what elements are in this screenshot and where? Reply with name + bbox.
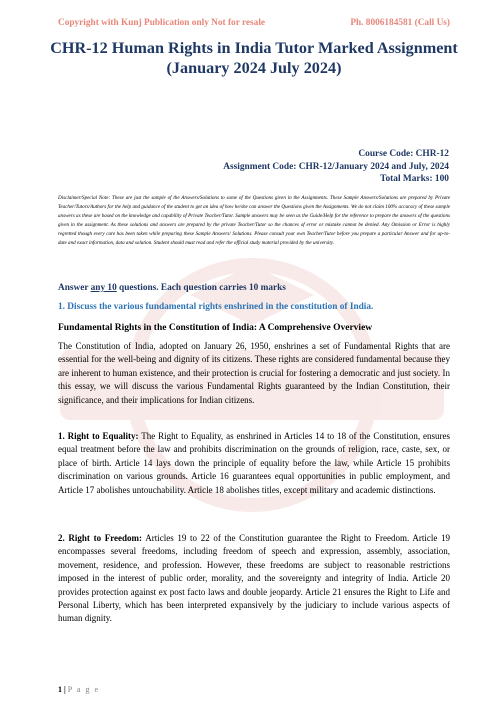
- page-footer: [58, 685, 100, 694]
- right-to-freedom-text: Articles 19 to 22 of the Constitution guarantee the Right to Freedom. Article 19 encompasses several freedoms, including freedom of speech and expression, assembly, association, movement, residence, and profession. However, these freedoms are subject to reasonable restrictions imposed in the interest of public order, morality, and the sovereignty and integrity of India. Article 20 provides protection against ex post facto laws and double jeopardy. Article 21 ensures the Right to Life and Personal Liberty, which has been interpreted expansively by the judiciary to include various aspects of human dignity.: [58, 533, 451, 624]
- total-marks: Total Marks: 100: [380, 174, 449, 184]
- right-to-freedom-paragraph: [58, 532, 450, 626]
- instruction-suffix: questions. Each question carries 10 marks: [116, 283, 286, 293]
- right-to-equality-text: The Right to Equality, as enshrined in Articles 14 to 18 of the Constitution, ensures equal treatment before the law and prohibits discrimination on the grounds of religion, race, caste, sex, or place of birth. Article 14 lays down the principle of equality before the law, while Article 15 prohibits discrimination on various grounds. Article 16 guarantees equal opportunities in public employment, and Article 17 abolishes untouchability. Article 18 abolishes titles, except military and academic distinctions.: [58, 431, 450, 495]
- contact-phone: Ph. 8006184581 (Call Us): [350, 18, 450, 28]
- instruction-prefix: Answer: [58, 283, 91, 293]
- footer-separator: |: [64, 685, 66, 694]
- disclaimer-note: Disclaimer/Special Note: These are just the sample of the Answers/Solutions to some of the Questions given in the Assignments. These Sample Answers/Solutions are prepared by Private Teacher/Tutors/Authors for the help and guidance of the student to get an idea of how he/she can answer the Questions given the Assignments. We do not claim 100% accuracy of these sample answers as these are based on the knowledge and capability of Private Teacher/Tutor. Sample answers may be seen as the Guide/Help for the reference to prepare the answers of the questions given in the assignment. As these solutions and answers are prepared by the private Teacher/Tutor so the chances of error or mistake cannot be denied. Any Omission or Error is highly regretted though every care has been taken while preparing these Sample Answers/ Solutions. Please consult your own Teacher/Tutor before you prepare a particular Answer and for up-to-date and exact information, data and solution. Student should must read and refer the official study material provided by the university.: [58, 195, 450, 246]
- page-number: 1: [58, 685, 62, 694]
- section-heading: Fundamental Rights in the Constitution of India: A Comprehensive Overview: [58, 323, 373, 333]
- question-1: 1. Discuss the various fundamental rights enshrined in the constitution of India.: [58, 302, 374, 312]
- intro-paragraph: The Constitution of India, adopted on January 26, 1950, enshrines a set of Fundamental Rights that are essential for the well-being and dignity of its citizens. These rights are considered fundamental because they are inherent to human existence, and their protection is crucial for fostering a democratic and just society. In this essay, we will discuss the various Fundamental Rights guaranteed by the Indian Constitution, their significance, and their implications for Indian citizens.: [58, 341, 450, 405]
- copyright-notice: Copyright with Kunj Publication only Not for resale: [58, 18, 266, 28]
- page-label: P a g e: [67, 685, 100, 694]
- instruction-emphasis: any 10: [90, 283, 117, 293]
- course-code: Course Code: CHR-12: [358, 149, 449, 159]
- assignment-code: Assignment Code: CHR-12/January 2024 and July, 2024: [223, 161, 449, 172]
- document-title: CHR-12 Human Rights in India Tutor Marked Assignment (January 2024 July 2024): [50, 39, 458, 77]
- right-to-equality-paragraph: [58, 430, 450, 497]
- right-to-equality-label: 1. Right to Equality:: [58, 431, 139, 441]
- assignment-meta: [58, 148, 449, 186]
- answer-instruction: [58, 283, 450, 293]
- right-to-freedom-label: 2. Right to Freedom:: [58, 533, 143, 543]
- copyright-banner: [58, 18, 450, 28]
